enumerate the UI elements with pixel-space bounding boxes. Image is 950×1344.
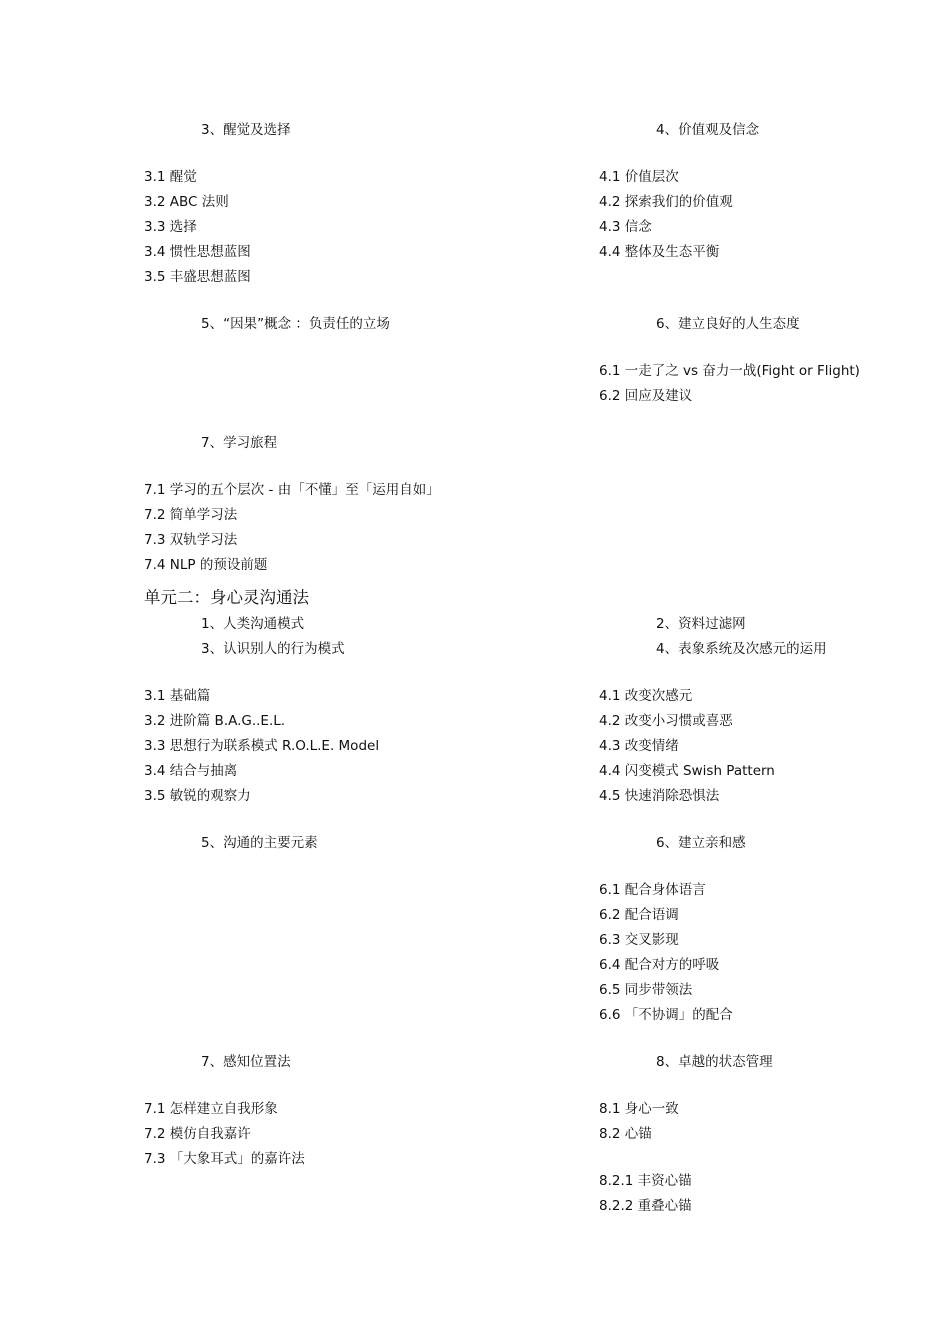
section-heading: 3、醒觉及选择 [201,122,291,138]
section-heading: 4、价值观及信念 [656,122,760,138]
section-heading: 7、学习旅程 [201,435,278,451]
list-item: 4.3 改变情绪 [599,738,679,754]
list-item: 3.4 结合与抽离 [144,763,238,779]
list-item: 4.2 改变小习惯或喜恶 [599,713,733,729]
list-item: 6.4 配合对方的呼吸 [599,957,720,973]
section-heading: 2、资料过滤网 [656,616,746,632]
section-heading: 7、感知位置法 [201,1054,291,1070]
list-item: 8.1 身心一致 [599,1101,679,1117]
list-item: 6.3 交叉影现 [599,932,679,948]
section-heading: 6、建立亲和感 [656,835,746,851]
list-item: 3.2 进阶篇 B.A.G..E.L. [144,713,286,729]
list-item: 3.1 基础篇 [144,688,211,704]
list-item: 3.5 敏锐的观察力 [144,788,251,804]
section-heading: 8、卓越的状态管理 [656,1054,773,1070]
list-item: 7.1 怎样建立自我形象 [144,1101,278,1117]
section-heading: 6、建立良好的人生态度 [656,316,800,332]
list-item: 7.3 双轨学习法 [144,532,238,548]
list-item: 4.2 探索我们的价值观 [599,194,733,210]
section-heading: 5、沟通的主要元素 [201,835,318,851]
list-item: 7.4 NLP 的预设前题 [144,557,268,573]
list-item: 3.2 ABC 法则 [144,194,229,210]
list-item: 6.6 「不协调」的配合 [599,1007,733,1023]
list-item: 4.3 信念 [599,219,652,235]
section-heading: 3、认识别人的行为模式 [201,641,345,657]
list-item: 3.4 惯性思想蓝图 [144,244,251,260]
list-subitem: 8.2.2 重叠心锚 [599,1198,692,1214]
list-item: 3.5 丰盛思想蓝图 [144,269,251,285]
list-item: 4.4 闪变模式 Swish Pattern [599,763,775,779]
unit-title: 单元二：身心灵沟通法 [144,588,309,607]
list-item: 6.5 同步带领法 [599,982,693,998]
list-item: 6.1 配合身体语言 [599,882,706,898]
list-item: 7.2 模仿自我嘉许 [144,1126,251,1142]
list-item: 3.1 醒觉 [144,169,197,185]
list-item: 4.5 快速消除恐惧法 [599,788,720,804]
list-item: 6.2 配合语调 [599,907,679,923]
list-item: 4.1 价值层次 [599,169,679,185]
list-item: 4.4 整体及生态平衡 [599,244,720,260]
list-item: 8.2 心锚 [599,1126,652,1142]
list-item: 3.3 选择 [144,219,197,235]
section-heading: 1、人类沟通模式 [201,616,305,632]
list-item: 4.1 改变次感元 [599,688,693,704]
list-item: 6.1 一走了之 vs 奋力一战(Fight or Flight) [599,363,860,379]
list-item: 7.3 「大象耳式」的嘉许法 [144,1151,305,1167]
list-subitem: 8.2.1 丰资心锚 [599,1173,692,1189]
section-heading: 5、“因果”概念 ：负责任的立场 [201,316,390,332]
list-item: 3.3 思想行为联系模式 R.O.L.E. Model [144,738,380,754]
list-item: 7.2 简单学习法 [144,507,238,523]
list-item: 7.1 学习的五个层次 - 由「不懂」至「运用自如」 [144,482,440,498]
list-item: 6.2 回应及建议 [599,388,693,404]
section-heading: 4、表象系统及次感元的运用 [656,641,827,657]
